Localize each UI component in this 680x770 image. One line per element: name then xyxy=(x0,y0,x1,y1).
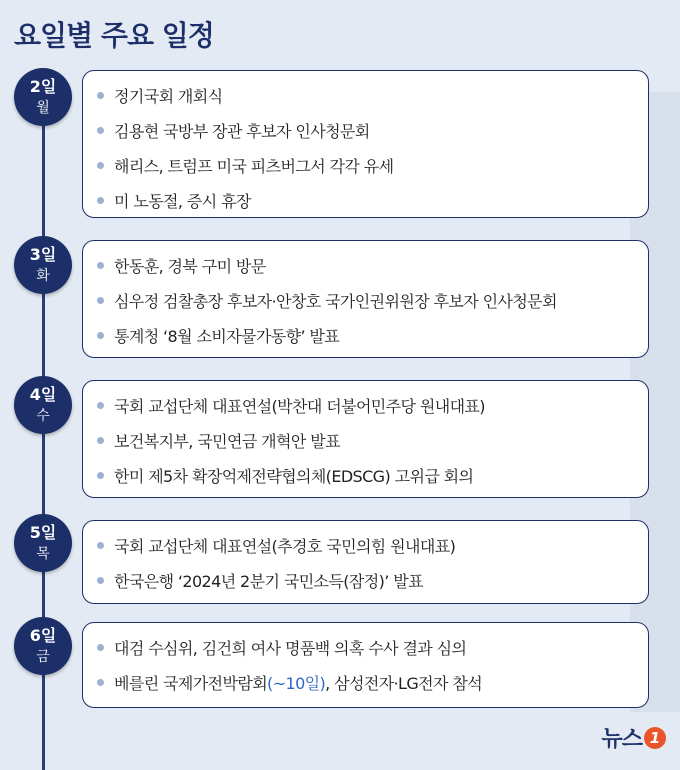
day-badge-5 xyxy=(14,514,72,572)
schedule-item-text: 해리스, 트럼프 미국 피츠버그서 각각 유세 xyxy=(114,157,394,176)
date-range-highlight: (~10일) xyxy=(267,674,326,693)
bullet-icon xyxy=(97,644,104,651)
schedule-item xyxy=(97,665,638,700)
bullet-icon xyxy=(97,197,104,204)
schedule-card-2 xyxy=(82,70,649,218)
schedule-item xyxy=(97,113,638,148)
schedule-item-text: 국회 교섭단체 대표연설(박찬대 더불어민주당 원내대표) xyxy=(114,397,485,416)
schedule-item-text: 한국은행 ‘2024년 2분기 국민소득(잠정)’ 발표 xyxy=(114,572,423,591)
schedule-item-text: 보건복지부, 국민연금 개혁안 발표 xyxy=(114,432,340,451)
logo-text: 뉴스 xyxy=(601,727,642,752)
bullet-icon xyxy=(97,437,104,444)
schedule-item-text: 정기국회 개회식 xyxy=(114,87,223,106)
logo-mark: 1 xyxy=(644,727,666,749)
schedule-item xyxy=(97,630,638,665)
bullet-icon xyxy=(97,679,104,686)
schedule-item-text: 김용현 국방부 장관 후보자 인사청문회 xyxy=(114,122,370,141)
schedule-item xyxy=(97,528,638,563)
schedule-item xyxy=(97,388,638,423)
schedule-item-text: 한동훈, 경북 구미 방문 xyxy=(114,257,266,276)
schedule-item-text: 미 노동절, 증시 휴장 xyxy=(114,192,251,211)
day-weekday: 화 xyxy=(36,268,50,284)
day-weekday: 금 xyxy=(36,649,50,665)
schedule-item xyxy=(97,423,638,458)
schedule-card-5 xyxy=(82,520,649,604)
schedule-item-text xyxy=(114,671,482,694)
schedule-card-3 xyxy=(82,240,649,358)
day-weekday: 월 xyxy=(36,100,50,116)
news1-logo xyxy=(601,722,666,753)
schedule-item-text: 심우정 검찰총장 후보자·안창호 국가인권위원장 후보자 인사청문회 xyxy=(114,292,557,311)
schedule-item xyxy=(97,78,638,113)
page-title: 요일별 주요 일정 xyxy=(14,19,214,52)
bullet-icon xyxy=(97,297,104,304)
day-badge-6 xyxy=(14,617,72,675)
schedule-item xyxy=(97,183,638,218)
day-badge-3 xyxy=(14,236,72,294)
schedule-item xyxy=(97,318,638,353)
schedule-item xyxy=(97,458,638,493)
item-text-main: 베를린 국제가전박람회 xyxy=(114,674,268,693)
bullet-icon xyxy=(97,127,104,134)
bullet-icon xyxy=(97,542,104,549)
day-date: 5일 xyxy=(29,523,57,542)
day-weekday: 수 xyxy=(36,408,50,424)
schedule-item xyxy=(97,563,638,598)
day-badge-2 xyxy=(14,68,72,126)
day-date: 3일 xyxy=(29,245,57,264)
day-weekday: 목 xyxy=(36,546,50,562)
schedule-item-text: 통계청 ‘8월 소비자물가동향’ 발표 xyxy=(114,327,340,346)
schedule-card-4 xyxy=(82,380,649,498)
bullet-icon xyxy=(97,402,104,409)
day-date: 2일 xyxy=(29,77,57,96)
bullet-icon xyxy=(97,332,104,339)
day-date: 4일 xyxy=(29,385,57,404)
day-date: 6일 xyxy=(29,626,57,645)
bullet-icon xyxy=(97,262,104,269)
schedule-item xyxy=(97,148,638,183)
schedule-item-text: 한미 제5차 확장억제전략협의체(EDSCG) 고위급 회의 xyxy=(114,467,474,486)
bullet-icon xyxy=(97,577,104,584)
bullet-icon xyxy=(97,162,104,169)
day-badge-4 xyxy=(14,376,72,434)
item-text-rest: , 삼성전자·LG전자 참석 xyxy=(325,674,483,693)
schedule-card-6 xyxy=(82,622,649,708)
schedule-item xyxy=(97,283,638,318)
schedule-item-text: 대검 수심위, 김건희 여사 명품백 의혹 수사 결과 심의 xyxy=(114,639,467,658)
bullet-icon xyxy=(97,472,104,479)
schedule-item xyxy=(97,248,638,283)
schedule-item-text: 국회 교섭단체 대표연설(추경호 국민의힘 원내대표) xyxy=(114,537,456,556)
bullet-icon xyxy=(97,92,104,99)
